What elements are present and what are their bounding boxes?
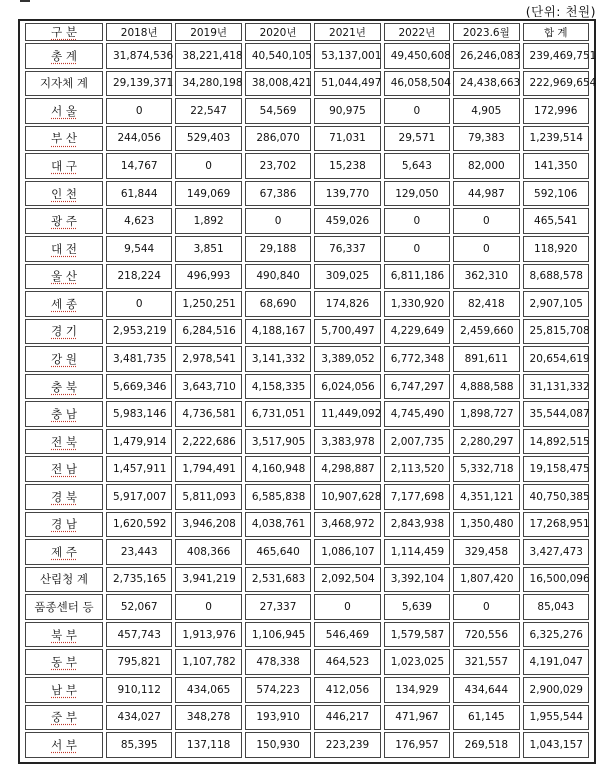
value-cell: 4,038,761 [245, 512, 311, 538]
value-cell: 592,106 [523, 181, 589, 207]
value-cell: 4,905 [453, 98, 519, 124]
value-cell: 118,920 [523, 236, 589, 262]
value-cell: 1,479,914 [106, 429, 172, 455]
value-cell: 891,611 [453, 346, 519, 372]
header-cell: 2020년 [245, 23, 311, 41]
value-cell: 51,044,497 [314, 71, 380, 97]
header-cell: 2021년 [314, 23, 380, 41]
table-row [25, 732, 589, 758]
value-cell: 22,547 [175, 98, 241, 124]
row-label: 남 부 [25, 677, 103, 703]
value-cell: 6,325,276 [523, 622, 589, 648]
value-cell: 174,826 [314, 291, 380, 317]
value-cell: 3,941,219 [175, 567, 241, 593]
value-cell: 465,541 [523, 208, 589, 234]
value-cell: 574,223 [245, 677, 311, 703]
value-cell: 362,310 [453, 264, 519, 290]
value-cell: 5,639 [384, 594, 450, 620]
table-row [25, 374, 589, 400]
value-cell: 4,351,121 [453, 484, 519, 510]
value-cell: 0 [245, 208, 311, 234]
value-cell: 3,427,473 [523, 539, 589, 565]
unit-note: (단위: 천원) [525, 4, 596, 19]
value-cell: 478,338 [245, 649, 311, 675]
value-cell: 38,008,421 [245, 71, 311, 97]
value-cell: 4,888,588 [453, 374, 519, 400]
table-row [25, 429, 589, 455]
value-cell: 4,298,887 [314, 456, 380, 482]
value-cell: 176,957 [384, 732, 450, 758]
row-label: 강 원 [25, 346, 103, 372]
row-label: 서 울 [25, 98, 103, 124]
row-label: 경 기 [25, 319, 103, 345]
value-cell: 4,160,948 [245, 456, 311, 482]
value-cell: 1,106,945 [245, 622, 311, 648]
value-cell: 5,332,718 [453, 456, 519, 482]
value-cell: 46,058,504 [384, 71, 450, 97]
value-cell: 61,844 [106, 181, 172, 207]
header-cell: 합 계 [523, 23, 589, 41]
row-label: 대 전 [25, 236, 103, 262]
value-cell: 172,996 [523, 98, 589, 124]
row-label: 전 남 [25, 456, 103, 482]
value-cell: 2,900,029 [523, 677, 589, 703]
table-row [25, 539, 589, 565]
value-cell: 1,579,587 [384, 622, 450, 648]
table-row [25, 622, 589, 648]
value-cell: 26,246,083 [453, 43, 519, 69]
row-label: 북 부 [25, 622, 103, 648]
value-cell: 25,815,708 [523, 319, 589, 345]
header-cell: 2023.6월 [453, 23, 519, 41]
value-cell: 1,955,544 [523, 705, 589, 731]
value-cell: 71,031 [314, 126, 380, 152]
value-cell: 8,688,578 [523, 264, 589, 290]
value-cell: 5,643 [384, 153, 450, 179]
value-cell: 3,389,052 [314, 346, 380, 372]
table-row [25, 236, 589, 262]
value-cell: 0 [384, 236, 450, 262]
value-cell: 496,993 [175, 264, 241, 290]
value-cell: 53,137,001 [314, 43, 380, 69]
value-cell: 1,239,514 [523, 126, 589, 152]
top-rule [20, 0, 30, 2]
value-cell: 24,438,663 [453, 71, 519, 97]
value-cell: 286,070 [245, 126, 311, 152]
table-row [25, 567, 589, 593]
row-label: 경 남 [25, 512, 103, 538]
value-cell: 6,024,056 [314, 374, 380, 400]
value-cell: 490,840 [245, 264, 311, 290]
value-cell: 1,457,911 [106, 456, 172, 482]
row-label: 대 구 [25, 153, 103, 179]
value-cell: 14,892,515 [523, 429, 589, 455]
value-cell: 10,907,628 [314, 484, 380, 510]
value-cell: 3,517,905 [245, 429, 311, 455]
value-cell: 239,469,751 [523, 43, 589, 69]
row-label: 제 주 [25, 539, 103, 565]
value-cell: 76,337 [314, 236, 380, 262]
value-cell: 0 [175, 594, 241, 620]
value-cell: 5,983,146 [106, 401, 172, 427]
row-label: 울 산 [25, 264, 103, 290]
value-cell: 910,112 [106, 677, 172, 703]
table-row [25, 484, 589, 510]
table-row [25, 264, 589, 290]
table-row [25, 401, 589, 427]
value-cell: 412,056 [314, 677, 380, 703]
value-cell: 35,544,087 [523, 401, 589, 427]
value-cell: 2,007,735 [384, 429, 450, 455]
table-row [25, 71, 589, 97]
value-cell: 434,065 [175, 677, 241, 703]
value-cell: 31,874,536 [106, 43, 172, 69]
value-cell: 6,585,838 [245, 484, 311, 510]
header-row [25, 23, 589, 41]
value-cell: 14,767 [106, 153, 172, 179]
table-row [25, 208, 589, 234]
table-row [25, 181, 589, 207]
value-cell: 4,745,490 [384, 401, 450, 427]
value-cell: 20,654,619 [523, 346, 589, 372]
value-cell: 1,620,592 [106, 512, 172, 538]
value-cell: 27,337 [245, 594, 311, 620]
value-cell: 0 [106, 98, 172, 124]
row-label: 중 부 [25, 705, 103, 731]
table-row [25, 319, 589, 345]
row-label: 세 종 [25, 291, 103, 317]
value-cell: 23,702 [245, 153, 311, 179]
value-cell: 141,350 [523, 153, 589, 179]
value-cell: 1,043,157 [523, 732, 589, 758]
value-cell: 720,556 [453, 622, 519, 648]
value-cell: 3,481,735 [106, 346, 172, 372]
value-cell: 40,540,105 [245, 43, 311, 69]
value-cell: 29,571 [384, 126, 450, 152]
value-cell: 3,141,332 [245, 346, 311, 372]
value-cell: 31,131,332 [523, 374, 589, 400]
value-cell: 4,623 [106, 208, 172, 234]
row-label: 충 북 [25, 374, 103, 400]
header-cell: 구 분 [25, 23, 103, 41]
value-cell: 2,735,165 [106, 567, 172, 593]
row-label: 인 천 [25, 181, 103, 207]
value-cell: 2,953,219 [106, 319, 172, 345]
value-cell: 1,250,251 [175, 291, 241, 317]
value-cell: 321,557 [453, 649, 519, 675]
value-cell: 5,669,346 [106, 374, 172, 400]
value-cell: 49,450,608 [384, 43, 450, 69]
value-cell: 1,892 [175, 208, 241, 234]
value-cell: 129,050 [384, 181, 450, 207]
value-cell: 4,158,335 [245, 374, 311, 400]
value-cell: 269,518 [453, 732, 519, 758]
value-cell: 54,569 [245, 98, 311, 124]
table-row [25, 291, 589, 317]
value-cell: 23,443 [106, 539, 172, 565]
value-cell: 1,023,025 [384, 649, 450, 675]
value-cell: 3,468,972 [314, 512, 380, 538]
value-cell: 6,747,297 [384, 374, 450, 400]
value-cell: 67,386 [245, 181, 311, 207]
row-label: 산림청 계 [25, 567, 103, 593]
value-cell: 434,644 [453, 677, 519, 703]
value-cell: 6,811,186 [384, 264, 450, 290]
value-cell: 6,772,348 [384, 346, 450, 372]
table-row [25, 126, 589, 152]
value-cell: 82,418 [453, 291, 519, 317]
value-cell: 9,544 [106, 236, 172, 262]
value-cell: 82,000 [453, 153, 519, 179]
value-cell: 61,145 [453, 705, 519, 731]
table-row [25, 43, 589, 69]
value-cell: 1,898,727 [453, 401, 519, 427]
value-cell: 2,113,520 [384, 456, 450, 482]
value-cell: 44,987 [453, 181, 519, 207]
value-cell: 329,458 [453, 539, 519, 565]
value-cell: 471,967 [384, 705, 450, 731]
value-cell: 0 [384, 208, 450, 234]
value-cell: 19,158,475 [523, 456, 589, 482]
value-cell: 2,531,683 [245, 567, 311, 593]
value-cell: 68,690 [245, 291, 311, 317]
value-cell: 85,395 [106, 732, 172, 758]
value-cell: 309,025 [314, 264, 380, 290]
value-cell: 457,743 [106, 622, 172, 648]
value-cell: 85,043 [523, 594, 589, 620]
value-cell: 529,403 [175, 126, 241, 152]
header-cell: 2022년 [384, 23, 450, 41]
value-cell: 1,330,920 [384, 291, 450, 317]
value-cell: 0 [453, 208, 519, 234]
value-cell: 0 [106, 291, 172, 317]
value-cell: 546,469 [314, 622, 380, 648]
value-cell: 137,118 [175, 732, 241, 758]
value-cell: 134,929 [384, 677, 450, 703]
row-label: 동 부 [25, 649, 103, 675]
table-row [25, 346, 589, 372]
table-row [25, 512, 589, 538]
value-cell: 79,383 [453, 126, 519, 152]
value-cell: 29,188 [245, 236, 311, 262]
value-cell: 16,500,096 [523, 567, 589, 593]
value-cell: 465,640 [245, 539, 311, 565]
value-cell: 6,731,051 [245, 401, 311, 427]
value-cell: 1,114,459 [384, 539, 450, 565]
value-cell: 193,910 [245, 705, 311, 731]
header-cell: 2019년 [175, 23, 241, 41]
value-cell: 5,700,497 [314, 319, 380, 345]
value-cell: 1,807,420 [453, 567, 519, 593]
value-cell: 15,238 [314, 153, 380, 179]
value-cell: 2,280,297 [453, 429, 519, 455]
value-cell: 4,736,581 [175, 401, 241, 427]
row-label: 지자체 계 [25, 71, 103, 97]
value-cell: 223,239 [314, 732, 380, 758]
value-cell: 3,392,104 [384, 567, 450, 593]
row-label: 충 남 [25, 401, 103, 427]
table-row [25, 677, 589, 703]
value-cell: 348,278 [175, 705, 241, 731]
value-cell: 464,523 [314, 649, 380, 675]
value-cell: 1,086,107 [314, 539, 380, 565]
table-row [25, 649, 589, 675]
value-cell: 222,969,654 [523, 71, 589, 97]
value-cell: 90,975 [314, 98, 380, 124]
value-cell: 0 [175, 153, 241, 179]
value-cell: 3,383,978 [314, 429, 380, 455]
value-cell: 1,794,491 [175, 456, 241, 482]
value-cell: 218,224 [106, 264, 172, 290]
value-cell: 2,907,105 [523, 291, 589, 317]
table-row [25, 705, 589, 731]
value-cell: 149,069 [175, 181, 241, 207]
value-cell: 4,229,649 [384, 319, 450, 345]
value-cell: 2,843,938 [384, 512, 450, 538]
row-label: 서 부 [25, 732, 103, 758]
value-cell: 408,366 [175, 539, 241, 565]
value-cell: 0 [384, 98, 450, 124]
value-cell: 3,851 [175, 236, 241, 262]
value-cell: 11,449,092 [314, 401, 380, 427]
value-cell: 2,459,660 [453, 319, 519, 345]
table-row [25, 153, 589, 179]
value-cell: 1,350,480 [453, 512, 519, 538]
row-label: 광 주 [25, 208, 103, 234]
value-cell: 150,930 [245, 732, 311, 758]
table-row [25, 98, 589, 124]
row-label: 부 산 [25, 126, 103, 152]
row-label: 경 북 [25, 484, 103, 510]
value-cell: 139,770 [314, 181, 380, 207]
row-label: 전 북 [25, 429, 103, 455]
value-cell: 2,092,504 [314, 567, 380, 593]
value-cell: 5,917,007 [106, 484, 172, 510]
value-cell: 4,188,167 [245, 319, 311, 345]
value-cell: 0 [453, 236, 519, 262]
budget-table [22, 21, 597, 760]
value-cell: 2,222,686 [175, 429, 241, 455]
table-row [25, 456, 589, 482]
value-cell: 244,056 [106, 126, 172, 152]
value-cell: 1,107,782 [175, 649, 241, 675]
header-cell: 2018년 [106, 23, 172, 41]
row-label: 총 계 [25, 43, 103, 69]
value-cell: 40,750,385 [523, 484, 589, 510]
value-cell: 459,026 [314, 208, 380, 234]
value-cell: 17,268,951 [523, 512, 589, 538]
value-cell: 446,217 [314, 705, 380, 731]
value-cell: 7,177,698 [384, 484, 450, 510]
value-cell: 1,913,976 [175, 622, 241, 648]
row-label: 품종센터 등 [25, 594, 103, 620]
value-cell: 3,946,208 [175, 512, 241, 538]
value-cell: 795,821 [106, 649, 172, 675]
value-cell: 6,284,516 [175, 319, 241, 345]
value-cell: 0 [314, 594, 380, 620]
value-cell: 29,139,371 [106, 71, 172, 97]
value-cell: 34,280,198 [175, 71, 241, 97]
value-cell: 4,191,047 [523, 649, 589, 675]
value-cell: 52,067 [106, 594, 172, 620]
value-cell: 2,978,541 [175, 346, 241, 372]
value-cell: 5,811,093 [175, 484, 241, 510]
table-row [25, 594, 589, 620]
value-cell: 434,027 [106, 705, 172, 731]
value-cell: 3,643,710 [175, 374, 241, 400]
value-cell: 0 [453, 594, 519, 620]
value-cell: 38,221,418 [175, 43, 241, 69]
